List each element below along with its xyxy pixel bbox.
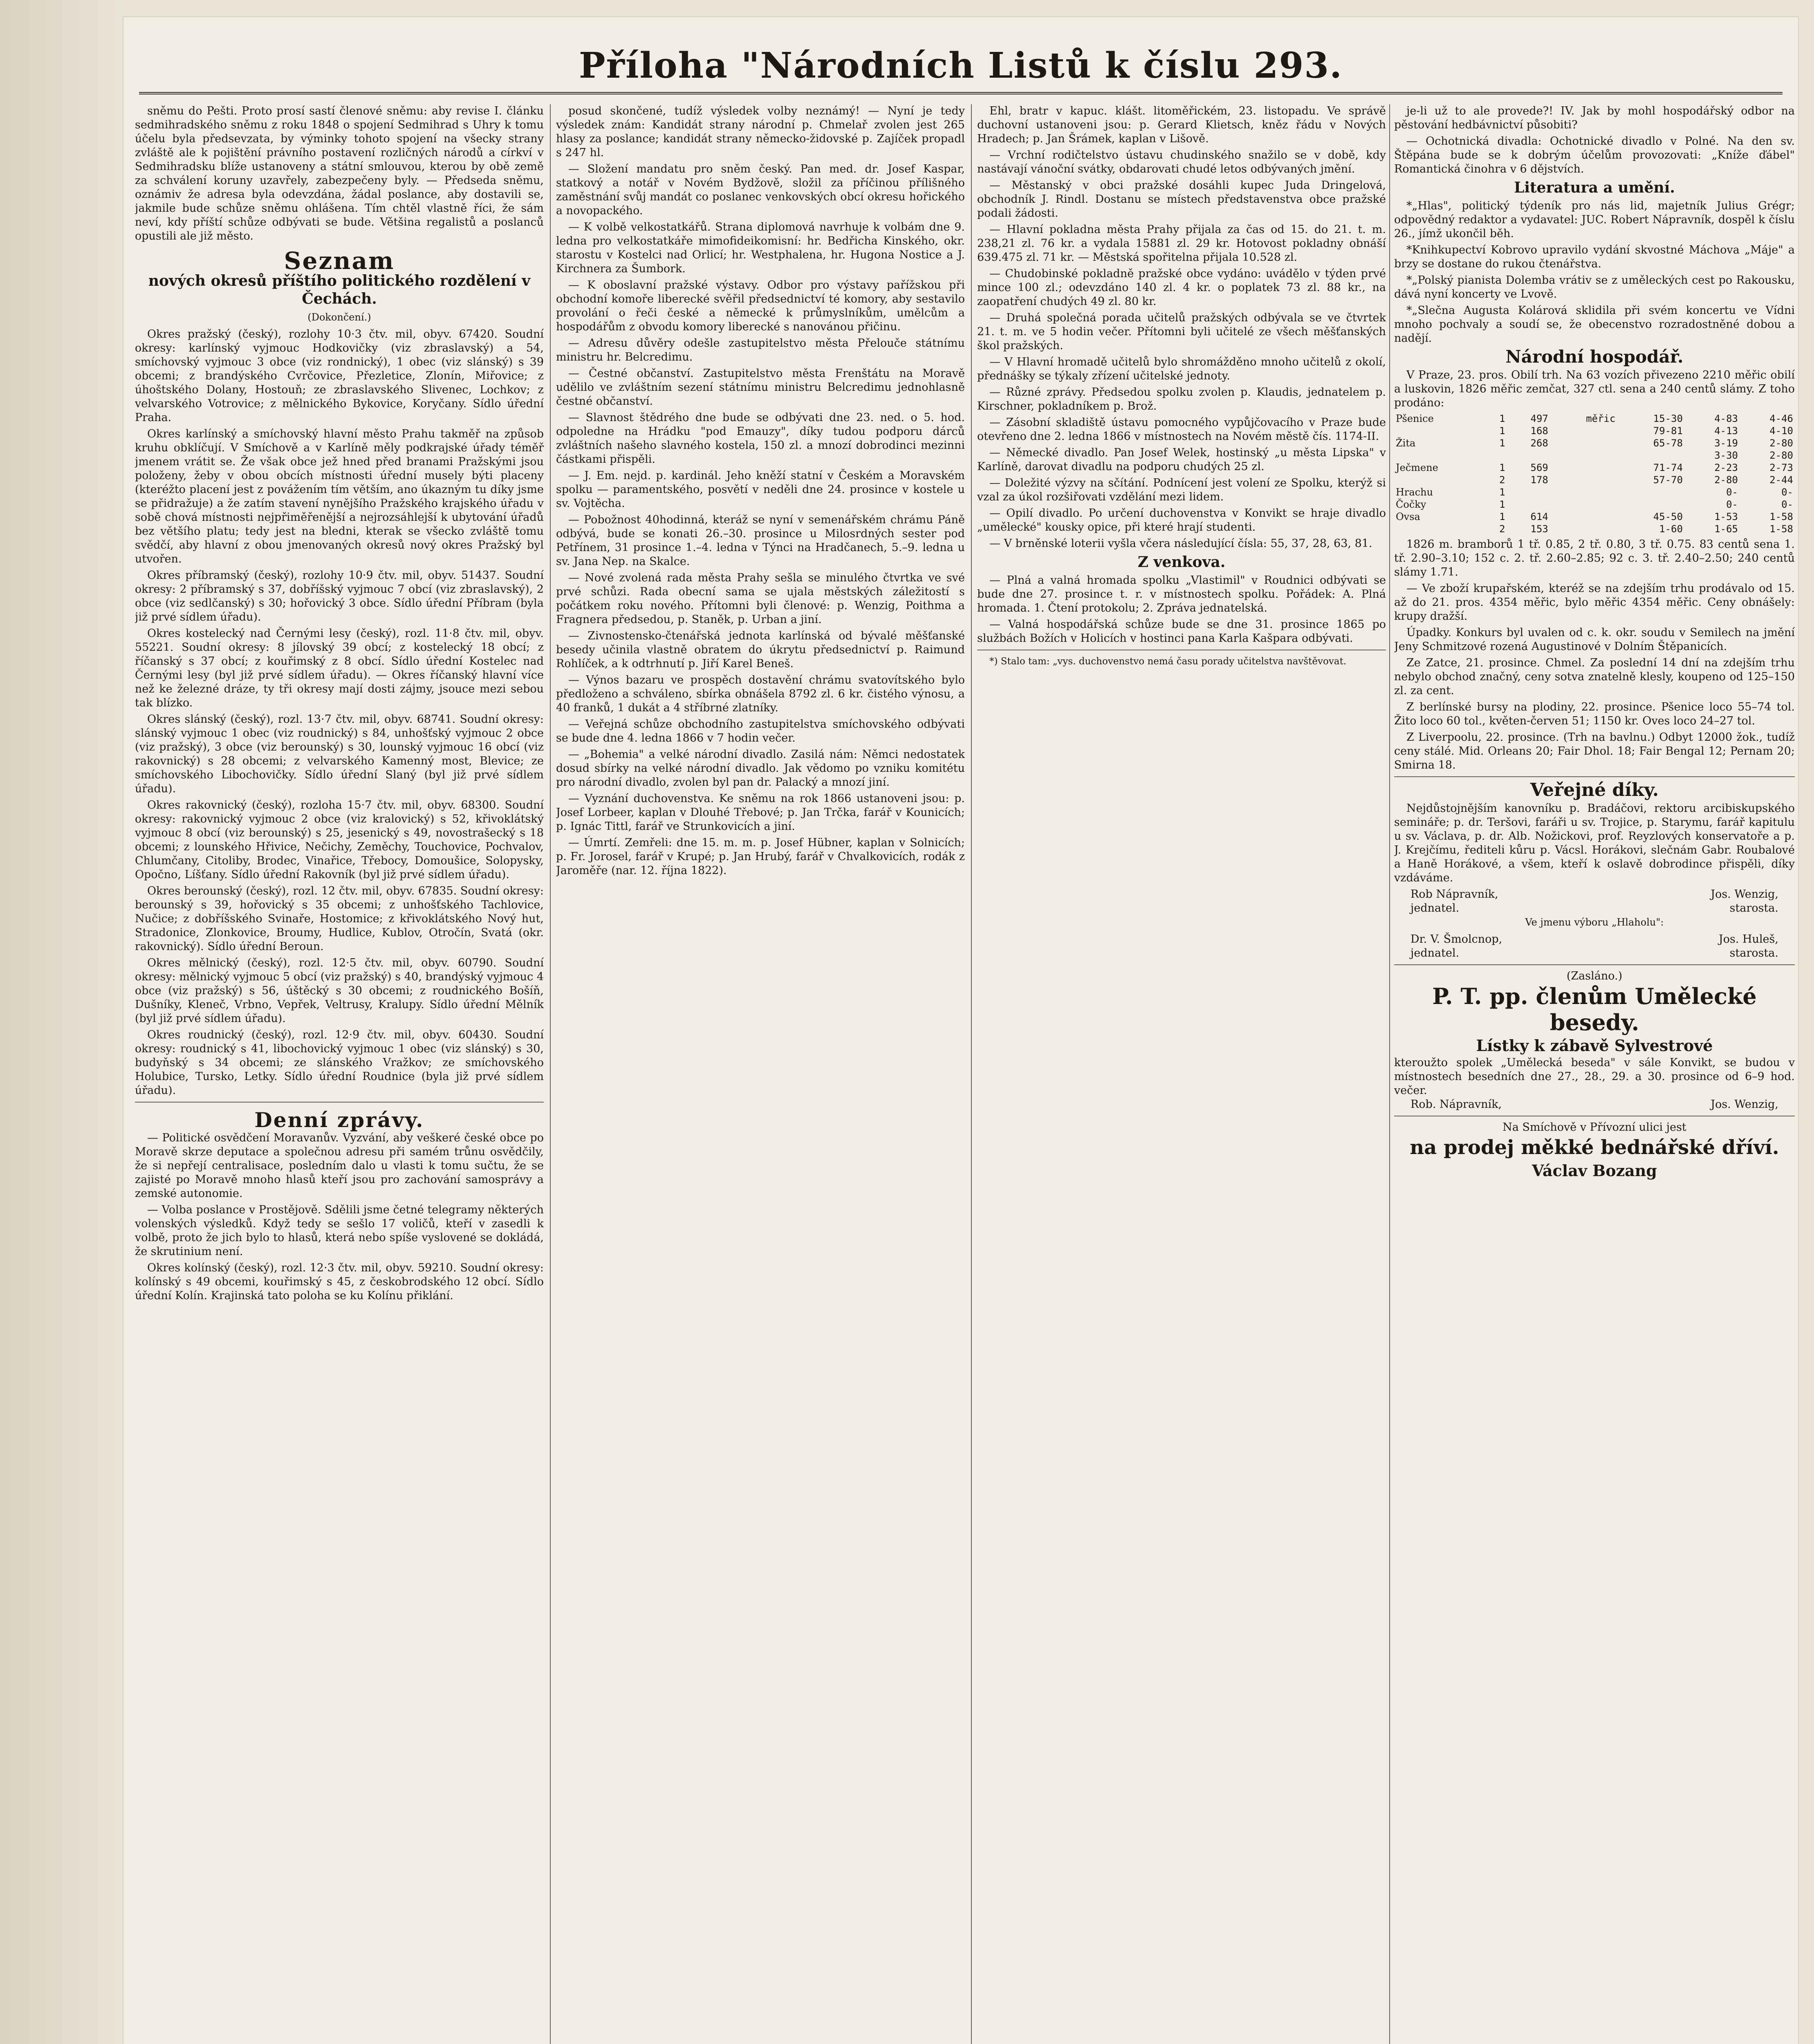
article-text: Nejdůstojnějším kanovníku p. Bradáčovi, rektoru arcibiskupského semináře; p. dr. Teršovi, faráři u sv. Trojice, p. Starymu, farář kapitulu u sv. Václava, p. dr. Alb. Nožickovi, prof. Reyzlových konservatoře a p. J. Krejčímu, řediteli kůru p. Vácsl. Horákovi, slečnám Gabr. Roubalové a Haně Horákové, a všem, kteří k oslavě dobrodince přispěli, díky vzdáváme. <box>1394 802 1795 884</box>
table-cell: 1-60 <box>1659 523 1683 535</box>
article-text: — Různé zprávy. Předsedou spolku zvolen p. Klaudis, jednatelem p. Kirschner, pokladníkem p. Brož. <box>977 386 1386 412</box>
article-text: — Hlavní pokladna města Prahy přijala za čas od 15. do 21. t. m. 238,21 zl. 76 kr. a vydala 15881 zl. 29 kr. Hotovost pokladny obnáší 639.475 zl. 71 kr. — Městská spořitelna přijala 10.528 zl. <box>977 223 1386 264</box>
table-cell <box>1617 449 1684 462</box>
table-cell: 614 <box>1530 511 1548 522</box>
article-text: — Ve zboží krupařském, kteréž se na zdejším trhu prodávalo od 15. až do 21. pros. 4354 měřic, bylo měřic 4354 měřic. Ceny obnášely: krupy dražší. <box>1394 582 1795 623</box>
ad-signature: Václav Bozang <box>1532 1161 1657 1180</box>
signature-role: jednatel. <box>1410 902 1460 914</box>
ad-headline: P. T. pp. členům Umělecké besedy. <box>1432 983 1757 1035</box>
table-cell: 1 <box>1499 413 1505 424</box>
article-text: *Knihkupectví Kobrovo upravilo vydání skvostné Máchova „Máje" a brzy se dostane do rukou čtenářstva. <box>1394 244 1795 270</box>
article-text: *„Slečna Augusta Kolárová sklidila při svém koncertu ve Vídni mnoho pochvaly a soudí se, že obecenstvo rozradostněné dobou a nadějí. <box>1394 304 1795 345</box>
signature-name: Jos. Wenzig, <box>1711 1098 1778 1111</box>
article-text: *„Hlas", politický týdeník pro nás lid, majetník Julius Grégr; odpovědný redaktor a vydavatel: JUC. Robert Nápravník, dospěl k číslu 26., jímž ukončil běh. <box>1394 199 1795 240</box>
table-cell: 4-83 <box>1714 413 1738 424</box>
table-cell: 168 <box>1530 425 1548 437</box>
table-cell <box>1394 523 1488 535</box>
article-text: — „Bohemia" a velké národní divadlo. Zasilá nám: Němci nedostatek dosud sbírky na velké národní divadlo. Jak vědomo po vzniku komitétu pro národní divadlo, zvolen byl pan dr. Palacký a mnozí jiní. <box>556 748 965 789</box>
article-text: je-li už to ale provede?! IV. Jak by mohl hospodářský odbor na pěstování hedbávnictví působiti? <box>1394 105 1795 131</box>
signature-role-row <box>1394 946 1795 960</box>
article-text: Okres pražský (český), rozlohy 10·3 čtv. mil, obyv. 67420. Soudní okresy: karlínský vyjmouc Hodkovičky (viz zbraslavský) a 54, smíchovský vyjmouc 3 obce (viz rondnický), 1 obec (viz slánský) s 39 obcemi; z brandýského Cvrčovice, Přezletice, Zlonín, Miřovice; z úhoštského Dolany, Hostouň; ze zbraslavského Slivenec, Lochkov; z velvarského Votrovice; z mělnického Bykovice, Koryčany. Sídlo úřední Praha. <box>135 328 544 424</box>
article-text: Ehl, bratr v kapuc. klášt. litoměřickém, 23. listopadu. Ve správě duchovní ustanoveni jsou: p. Gerard Klietsch, kněz řádu v Nových Hradech; p. Jan Šrámek, kaplan v Lišově. <box>977 105 1386 145</box>
section-title-denni-zpravy: Denní zprávy. <box>254 1108 424 1132</box>
table-cell: 153 <box>1530 523 1548 535</box>
table-cell <box>1394 449 1488 462</box>
section-title-seznam: Seznam <box>284 247 395 275</box>
table-row <box>1394 474 1795 486</box>
signature-role-row <box>1394 901 1795 915</box>
signature-name: Jos. Huleš, <box>1718 933 1778 946</box>
table-cell: 0- <box>1781 486 1793 498</box>
column-4 <box>1394 104 1795 2044</box>
column-1 <box>135 104 544 2044</box>
signature-role: jednatel. <box>1410 947 1460 959</box>
table-cell: 1 <box>1499 462 1505 473</box>
table-cell: 0- <box>1726 486 1738 498</box>
signature-name: Jos. Wenzig, <box>1711 888 1778 901</box>
section-title-verejne-diky: Veřejné díky. <box>1530 780 1659 800</box>
table-cell: 71-74 <box>1653 462 1683 473</box>
article-text: — Politické osvědčení Moravanův. Vyzvání, aby veškeré české obce po Moravě skrze deputace a společnou adresu při samém trůnu osvědčily, že si nepřejí centralisace, posledním dalo u vlasti k tomu sučtu, že se zajisté po Moravě mnoho hlasů kteří jsou pro zachování samosprávy a zemské autonomie. <box>135 1132 544 1200</box>
table-cell <box>1394 425 1488 437</box>
table-cell: 65-78 <box>1653 437 1683 449</box>
ad-subheadline: Lístky k zábavě Sylvestrové <box>1476 1036 1713 1055</box>
article-text: Okres kolínský (český), rozl. 12·3 čtv. mil, obyv. 59210. Soudní okresy: kolínský s 49 obcemi, kouřimský s 45, z českobrodského 12 obcí. Sídlo úřední Kolín. Krajinská tato poloha se ku Kolínu přiklání. <box>135 1262 544 1302</box>
table-row <box>1394 523 1795 535</box>
table-cell <box>1507 449 1550 462</box>
table-cell: 57-70 <box>1653 474 1683 486</box>
table-cell: 1 <box>1499 425 1505 437</box>
section-note: (Dokončení.) <box>307 312 371 323</box>
table-cell: 2-80 <box>1769 450 1793 461</box>
article-text: — Německé divadlo. Pan Josef Welek, hostinský „u města Lipska" v Karlíně, darovat divadlu na podporu chudých 25 zl. <box>977 446 1386 473</box>
section-title-narodni-hospodar: Národní hospodář. <box>1505 347 1684 367</box>
table-cell: 178 <box>1530 474 1548 486</box>
article-text: — Druhá společná porada učitelů pražských odbývala se ve čtvrtek 21. t. m. ve 5 hodin večer. Přítomni byli učitelé ze všech měšťanských škol pražských. <box>977 312 1386 352</box>
table-cell: 1 <box>1499 437 1505 449</box>
article-text: — K volbě velkostatkářů. Strana diplomová navrhuje k volbám dne 9. ledna pro velkostatkáře mimofideikomisní: hr. Bedřicha Kinského, okr. starostu v Kostelci nad Orlicí; hr. Westphalena, hr. Hugona Nostice a J. Kirchnera za Šumbork. <box>556 221 965 275</box>
column-divider <box>550 104 551 2044</box>
article-text: Okres berounský (český), rozl. 12 čtv. mil, obyv. 67835. Soudní okresy: berounský s 39, hořovický s 35 obcemi; z unhošťského Tachlovice, Nučice; z dobříšského Svinaře, Hostomice; z křivoklátského Nový hut, Stradonice, Zlonkovice, Broumy, Hudlice, Kublov, Otročín, Svatá (okr. rakovnický). Sídlo úřední Beroun. <box>135 885 544 953</box>
table-cell <box>1507 498 1550 511</box>
table-cell <box>1394 474 1488 486</box>
table-cell <box>1550 425 1617 437</box>
article-text: Okres karlínský a smíchovský hlavní město Prahu takměř na způsob kruhu obklíčují. V Smíchově a v Karlíně měly podkrajské úřady téměř jmenem vrátit se. Že však obce jež hned před branami Pražskými jsou položeny, žeby v obou obcích místnosti úřední musely býti placeny (kteréžto placení jest z povážením tím větším, ano úkazným tu díky jsme se přidražuje) a že zatím stavení nynějšího Pražského krajského úřadu v sobě chová místnosti nejpřiměřenější a nejrozsáhlejší k ubytování úřadů bez většího platu; tedy jest na bledni, kterak se všecko zvláště tomu svědčí, aby hlavní z obou jmenovaných okresů nový okres Pražský byl utvořen. <box>135 428 544 565</box>
article-text: — K oboslavní pražské výstavy. Odbor pro výstavy pařížskou při obchodní komoře liberecké svěřil předsednictví té komory, aby sestavilo provolání o řeči české a německé k průmyslníkům, umělcům a hospodářům z obvodu komory liberecké s nanovánou přičinu. <box>556 279 965 333</box>
article-text: — Zivnostensko-čtenářská jednota karlínská od bývalé měšťanské besedy učinila vlastně obratem do úkrytu předsednictví p. Raimund Rohlíček, a k odtrhnutí p. Jiří Karel Beneš. <box>556 630 965 670</box>
signature-role: starosta. <box>1729 902 1778 914</box>
article-text: 1826 m. bramborů 1 tř. 0.85, 2 tř. 0.80, 3 tř. 0.75. 83 centů sena 1. tř. 2.90–3.10; 152 c. 2. tř. 2.60–2.85; 92 c. 3. tř. 2.40–2.50; 240 centů slámy 1.71. <box>1394 538 1795 578</box>
table-cell: 3-19 <box>1714 437 1738 449</box>
column-2 <box>556 104 965 2044</box>
ad-text: kteroužto spolek „Umělecká beseda" v sále Konvikt, se budou v místnostech besedních dne 27., 28., 29. a 30. prosince od 6–9 hod. večer. <box>1394 1056 1795 1097</box>
article-text: posud skončené, tudíž výsledek volby neznámý! — Nyní je tedy výsledek znám: Kandidát strany národní p. Chmelař zvolen jest 265 hlasy za poslance; kandidát strany německo-židovské p. Zajíček propadl s 247 hl. <box>556 105 965 159</box>
table-cell: měřic <box>1586 413 1616 424</box>
divider <box>1394 776 1795 777</box>
signature-name: Rob. Nápravník, <box>1410 1098 1502 1111</box>
table-cell: 15-30 <box>1653 413 1683 424</box>
advertisement-wood <box>1394 1121 1795 1181</box>
section-title-literatura: Literatura a umění. <box>1514 179 1675 196</box>
table-cell: Čočky <box>1396 499 1426 510</box>
article-text: Okres slánský (český), rozl. 13·7 čtv. mil, obyv. 68741. Soudní okresy: slánský vyjmouc 1 obec (viz roudnický) s 84, unhošťský vyjmouc 2 obce (viz pražský), 3 obce (viz berounský) s 30, lounský vyjmouc 16 obcí (viz rakovnický) s 28 obcemi; z velvarského Kamenný most, Blevice; ze smíchovského Libochovičky. Sídlo úřední Slaný (byl již prvé sídlem úřadu). <box>135 713 544 795</box>
signature-name: Rob Nápravník, <box>1410 888 1498 901</box>
footnote: *) Stalo tam: „vys. duchovenstvo nemá času porady učitelstva navštěvovat. <box>989 656 1347 667</box>
article-text: Ze Zatce, 21. prosince. Chmel. Za poslední 14 dní na zdejším trhu nebylo obchod značný, ceny sotva znatelně klesly, koupeno od 125–150 zl. za cent. <box>1394 657 1795 697</box>
article-text: — Chudobinské pokladně pražské obce vydáno: uvádělo v týden prvé mince 100 zl.; odevzdáno 140 zl. 4 kr. o poplatek 73 zl. 88 kr., na zaopatření chudých 49 zl. 80 kr. <box>977 267 1386 308</box>
page-header: Příloha "Národních Listů k číslu 293. <box>579 45 1343 86</box>
table-cell: 0- <box>1781 499 1793 510</box>
table-row <box>1394 425 1795 437</box>
signature-role: starosta. <box>1729 947 1778 959</box>
table-row <box>1394 449 1795 462</box>
article-text: sněmu do Pešti. Proto prosí sastí členové sněmu: aby revise I. článku sedmihradského sněmu z roku 1848 o spojení Sedmihrad s Uhry k tomu účelu byla předsevzata, by výminky tohoto spojení na všecky strany zvláště ale k pojištění právního postavení rozličných národů a církví v Sedmihradsku blíže ustanoveny a státní smlouvou, kterou by obě země za schválení koruny uzavřely, zabezpečeny byly. — Předseda sněmu, oznámiv že adresa byla odevzdána, žádal poslance, aby dostavili se, jakmile bude schůze sněmu ohlášena. Tím chtěl vlastně říci, že sám neví, kdy příští schůze odbývati se bude. Většina regalistů a poslanců opustili ale již město. <box>135 105 544 242</box>
table-row <box>1394 486 1795 498</box>
table-cell: 2-44 <box>1769 474 1793 486</box>
article-text: — Zásobní skladiště ústavu pomocného vypůjčovacího v Praze bude otevřeno dne 2. ledna 1866 v místnostech na Novém městě čís. 1174-II. <box>977 416 1386 443</box>
article-text: Okres mělnický (český), rozl. 12·5 čtv. mil, obyv. 60790. Soudní okresy: mělnický vyjmouc 5 obcí (viz pražský) s 40, brandýský vyjmouc 4 obce (viz pražský) s 56, úštěcký s 30 obcemi; z roudnického Bošíň, Dušníky, Kleneč, Vrbno, Vepřek, Veltrusy, Kralupy. Sídlo úřední Mělník (byl již prvé sídlem úřadu). <box>135 957 544 1025</box>
table-row <box>1394 437 1795 449</box>
article-text: — Městanský v obci pražské dosáhli kupec Juda Dringelová, obchodník J. Rindl. Dostanu se místech představenstva obce pražské podali žádosti. <box>977 179 1386 220</box>
article-text: — Valná hospodářská schůze bude se dne 31. prosince 1865 po službách Božích v Holicích v hostinci pana Karla Kašpara odbývati. <box>977 618 1386 645</box>
table-cell: 79-81 <box>1653 425 1683 437</box>
section-subtitle: nových okresů příštího politického rozdělení v Čechách. <box>148 272 531 307</box>
signature-row <box>1394 1098 1795 1112</box>
article-text: — Čestné občanství. Zastupitelstvo města Frenštátu na Moravě udělilo ve zvláštním sezení státnímu ministru Belcredimu jednohlasně čestné občanství. <box>556 367 965 408</box>
grain-price-table <box>1394 412 1795 535</box>
table-cell <box>1550 449 1617 462</box>
table-cell <box>1550 437 1617 449</box>
signature-row <box>1394 888 1795 901</box>
table-cell <box>1550 462 1617 474</box>
advertisement-beseda <box>1394 969 1795 1112</box>
table-row <box>1394 511 1795 523</box>
table-cell: 1-58 <box>1769 523 1793 535</box>
table-cell: Pšenice <box>1396 413 1434 424</box>
ad-text: Na Smíchově v Přívozní ulici jest <box>1502 1121 1686 1134</box>
table-cell <box>1550 511 1617 523</box>
table-cell: 1 <box>1499 511 1505 522</box>
table-cell <box>1550 498 1617 511</box>
table-cell: 1-58 <box>1769 511 1793 522</box>
column-divider <box>1389 104 1390 2044</box>
table-cell <box>1550 486 1617 498</box>
article-text: — Úmrtí. Zemřeli: dne 15. m. m. p. Josef Hübner, kaplan v Solnicích; p. Fr. Jorosel, farář v Krupé; p. Jan Hrubý, farář v Chvalkovicích, rodák z Jaroměře (nar. 12. října 1822). <box>556 836 965 877</box>
table-cell: 2-80 <box>1714 474 1738 486</box>
table-row <box>1394 412 1795 425</box>
column-3 <box>977 104 1386 2044</box>
table-cell: 1-65 <box>1714 523 1738 535</box>
article-text: — Složení mandatu pro sněm český. Pan med. dr. Josef Kaspar, statkový a notář v Novém Bydžově, složil za příčinou přílišného zaměstnání svůj mandát co poslanec venkovských obcí okresu hořického a novopackého. <box>556 163 965 217</box>
table-cell: 2-73 <box>1769 462 1793 473</box>
article-text: Okres příbramský (český), rozlohy 10·9 čtv. mil, obyv. 51437. Soudní okresy: 2 příbramský s 37, dobříšský vyjmouc 7 obcí (viz zbraslavský), 2 obce (viz sedlčanský) s 30; hořovický 3 obce. Sídlo úřední Příbram (byla již prvé sídlem úřadu). <box>135 569 544 623</box>
table-cell <box>1550 523 1617 535</box>
table-cell: 0- <box>1726 499 1738 510</box>
table-cell: 4-10 <box>1769 425 1793 437</box>
table-cell: 1-53 <box>1714 511 1738 522</box>
signature-row <box>1394 932 1795 946</box>
article-text: — Výnos bazaru ve prospěch dostavění chrámu svatovítského bylo předloženo a schváleno, sbírka obnášela 8792 zl. 6 kr. čistého výnosu, a 40 franků, 1 dukát a 4 stříbrné zlatníky. <box>556 674 965 714</box>
table-cell: 2-23 <box>1714 462 1738 473</box>
table-cell <box>1488 449 1507 462</box>
table-cell: 4-46 <box>1769 413 1793 424</box>
article-text: — V Hlavní hromadě učitelů bylo shromážděno mnoho učitelů z okolí, přednášky se týkaly zřízení učitelské jednoty. <box>977 356 1386 382</box>
article-text: Z Liverpoolu, 22. prosince. (Trh na bavlnu.) Odbyt 12000 žok., tudíž ceny stálé. Mid. Orleans 20; Fair Dhol. 18; Fair Bengal 12; Pernam 20; Smirna 18. <box>1394 731 1795 771</box>
article-text: Okres kostelecký nad Černými lesy (český), rozl. 11·8 čtv. mil, obyv. 55221. Soudní okresy: 8 jílovský 39 obcí; z kostelecký 18 obcí; z říčanský s 37 obcí; z kouřimský z 8 obcí. Sídlo úřední Kostelec nad Černými lesy (byl již prvé sídlem úřadu). — Okres říčanský hlavní více než ke železné dráze, ty tři okresy mají dosti zájmy, jsouce mezi sebou tak blízko. <box>135 627 544 709</box>
article-text: — J. Em. nejd. p. kardinál. Jeho kněží statní v Českém a Moravském spolku — paramentského, posvětí v neděli dne 24. prosince v kostele u sv. Vojtěcha. <box>556 469 965 510</box>
table-cell <box>1507 486 1550 498</box>
article-text: — Pobožnost 40hodinná, kteráž se nyní v semenářském chrámu Páně odbývá, bude se konati 26.–30. prosince u Milosrdných sester pod Petřínem, 31 prosince 1.–4. ledna v Týnci na Hradčanech, 5.–9. ledna u sv. Jana Nep. na Skalce. <box>556 513 965 568</box>
article-text: — Slavnost štědrého dne bude se odbývati dne 23. ned. o 5. hod. odpoledne na Hrádku "pod Emauzy", díky tudou podporu dárců zvláštních našeho slavného kostela, 150 zl. a mnozí dobrodinci mezinni částkami přispěli. <box>556 411 965 466</box>
table-cell: Ovsa <box>1396 511 1420 522</box>
article-text: — Vyznání duchovenstva. Ke sněmu na rok 1866 ustanoveni jsou: p. Josef Lorbeer, kaplan v Dlouhé Třebové; p. Jan Trčka, farář v Kounicích; p. Ignác Tittl, farář ve Strunkovicích a jiní. <box>556 792 965 833</box>
table-cell: Žita <box>1396 437 1416 449</box>
article-text: — Plná a valná hromada spolku „Vlastimil" v Roudnici odbývati se bude dne 27. prosince t. r. v místnostech spolku. Pořádek: A. Plná hromada. 1. Čtení protokolu; 2. Zpráva jednatelská. <box>977 574 1386 614</box>
article-text: Okres roudnický (český), rozl. 12·9 čtv. mil, obyv. 60430. Soudní okresy: roudnický s 41, libochovický vyjmouc 1 obec (viz slánský) s 30, budyňský s 34 obcemi; ze slánského Vražkov; ze smíchovského Holubice, Tursko, Letky. Sídlo úřední Roudnice (byla již prvé sídlem úřadu). <box>135 1029 544 1097</box>
table-cell <box>1617 486 1684 498</box>
article-text: — Ochotnická divadla: Ochotnické divadlo v Polné. Na den sv. Štěpána bude se k dobrým účelům provozovati: „Kníže ďábel" Romantická činohra v 6 dějstvích. <box>1394 135 1795 175</box>
article-text: — Nové zvolená rada města Prahy sešla se minulého čtvrtka ve své prvé schůzi. Rada obecní sama se ujala městských záležitostí s počátkem roku nového. Přítomni byli členové: p. Wenzig, Poithma a Fragnera předsedou, p. Staněk, p. Urban a jiní. <box>556 572 965 626</box>
table-cell: 569 <box>1530 462 1548 473</box>
table-cell: 2-80 <box>1769 437 1793 449</box>
column-divider <box>971 104 972 2044</box>
table-cell: Hrachu <box>1396 486 1433 498</box>
table-cell: 2 <box>1499 474 1505 486</box>
article-text: *„Polský pianista Dolemba vrátiv se z uměleckých cest po Rakousku, dává nyní koncerty ve Lvově. <box>1394 274 1795 300</box>
article-text: — Veřejná schůze obchodního zastupitelstva smíchovského odbývati se bude dne 4. ledna 1866 v 7 hodin večer. <box>556 718 965 744</box>
article-text: — Doležité výzvy na sčítání. Podnícení jest volení ze Spolku, kterýž si vzal za úkol rozšiřovati vzdělání mezi lidem. <box>977 477 1386 503</box>
table-cell: 3-30 <box>1714 450 1738 461</box>
zaslano-label: (Zasláno.) <box>1566 970 1623 982</box>
divider <box>135 1102 544 1103</box>
table-cell: Ječmene <box>1396 462 1438 473</box>
page-margin <box>0 0 123 2044</box>
table-cell <box>1617 498 1684 511</box>
table-cell: 4-13 <box>1714 425 1738 437</box>
table-cell: 2 <box>1499 523 1505 535</box>
signature-heading: Ve jmenu výboru „Hlaholu": <box>1525 917 1664 928</box>
table-cell: 497 <box>1530 413 1548 424</box>
article-text: — Opilí divadlo. Po určení duchovenstva v Konvikt se hraje divadlo „umělecké" kousky opice, při které hrají studenti. <box>977 507 1386 533</box>
table-cell: 45-50 <box>1653 511 1683 522</box>
table-cell <box>1550 474 1617 486</box>
article-text: V Praze, 23. pros. Obilí trh. Na 63 vozích přivezeno 2210 měřic obilí a luskovin, 1826 měřic zemčat, 327 ctl. sena a 240 centů slámy. Z toho prodáno: <box>1394 369 1795 409</box>
table-cell: 268 <box>1530 437 1548 449</box>
article-text: — Adresu důvěry odešle zastupitelstvo města Přelouče státnímu ministru hr. Belcredimu. <box>556 337 965 363</box>
header-rule <box>139 92 1783 94</box>
article-text: — V brněnské loterii vyšla včera následující čísla: 55, 37, 28, 63, 81. <box>989 537 1372 550</box>
table-cell: 1 <box>1499 499 1505 510</box>
divider <box>1394 964 1795 965</box>
table-cell: 1 <box>1499 486 1505 498</box>
ad-headline: na prodej měkké bednářské dříví. <box>1410 1136 1779 1159</box>
table-row <box>1394 462 1795 474</box>
article-text: Úpadky. Konkurs byl uvalen od c. k. okr. soudu v Semilech na jmění Jeny Schmitzové rozená Augustinové v Dolním Štěpanicích. <box>1394 626 1795 653</box>
section-title-z-venkova: Z venkova. <box>1137 554 1226 571</box>
newspaper-page <box>123 16 1799 2044</box>
article-text: Okres rakovnický (český), rozloha 15·7 čtv. mil, obyv. 68300. Soudní okresy: rakovnický vyjmouc 2 obce (viz kralovický) s 52, křivoklátský vyjmouc 8 obcí (viz berounský) s 25, jesenický s 49, novostrašecký s 18 obcemi; z lounského Hřivice, Nečichy, Zeměchy, Touchovice, Pochvalov, Chlumčany, Citoliby, Brodec, Vinařice, Třebocy, Domoušice, Solopysky, Opočno, Líšťany. Sídlo úřední Rakovník (byl již prvé sídlem úřadu). <box>135 799 544 881</box>
article-text: — Vrchní rodičtelstvo ústavu chudinského snažilo se v době, kdy nastávají vánoční svátky, obdarovati chudé letos odbývaných jmění. <box>977 149 1386 175</box>
article-text: — Volba poslance v Prostějově. Sdělili jsme četné telegramy některých volenských výsledků. Když tedy se sešlo 17 voličů, kteří v zasedli k volbě, proto že jich bylo to hlasů, která nebo spíše vyslovené se dokládá, že skrutinium není. <box>135 1204 544 1258</box>
article-text: Z berlínské bursy na plodiny, 22. prosince. Pšenice loco 55–74 tol. Žito loco 60 tol., květen-červen 51; 1150 kr. Oves loco 24–27 tol. <box>1394 701 1795 727</box>
signature-name: Dr. V. Šmolcnop, <box>1410 933 1502 946</box>
table-row <box>1394 498 1795 511</box>
